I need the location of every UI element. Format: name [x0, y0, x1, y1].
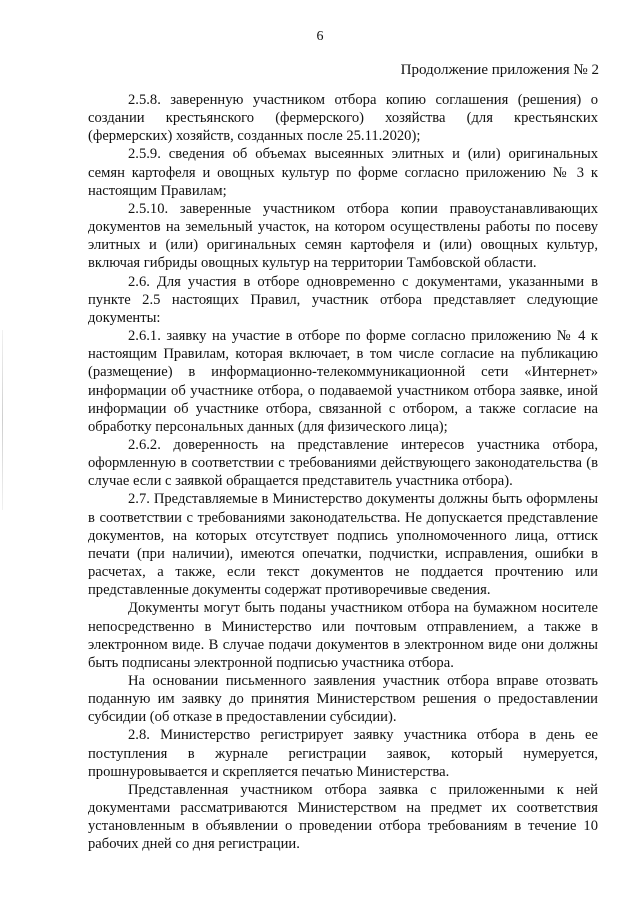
paragraph-2-7: 2.7. Представляемые в Министерство документы должны быть оформлены в соответствии с требованиями законодательства. Не допускается представление документов, на которых отсутствует подпись уполномоченного лица, оттиск печати (при наличии), имеются опечатки, подчистки, исправления, ошибки в расчетах, а также, если текст документов не поддается прочтению или представленные документы содержат противоречивые сведения.: [88, 491, 598, 599]
paragraph-2-6-1: 2.6.1. заявку на участие в отборе по форме согласно приложению № 4 к настоящим Правилам, которая включает, в том числе согласие на публикацию (размещение) в информационно-телекоммуникационной сети «Интернет» информации об участнике отбора, о подаваемой участником отбора заявке, иной информации об участнике отбора, связанной с отбором, а также согласие на обработку персональных данных (для физического лица);: [88, 328, 598, 435]
paragraph-2-6: 2.6. Для участия в отборе одновременно с документами, указанными в пункте 2.5 настоящих Правил, участник отбора представляет следующие документы:: [88, 273, 598, 326]
paragraph-2-5-8: 2.5.8. заверенную участником отбора копию соглашения (решения) о создании крестьянского (фермерского) хозяйства (для крестьянских (фермерских) хозяйств, созданных после 25.11.2020);: [88, 92, 598, 145]
paragraph-application-withdrawal: На основании письменного заявления участник отбора вправе отозвать поданную им заявку до принятия Министерством решения о предоставлении субсидии (об отказе в предоставлении субсидии).: [88, 673, 598, 726]
paragraph-submission-methods: Документы могут быть поданы участником отбора на бумажном носителе непосредственно в Министерство или почтовым отправлением, а также в электронном виде. В случае подачи документов в электронном виде они должны быть подписаны электронной подписью участника отбора.: [88, 600, 598, 671]
paragraph-review-period: Представленная участником отбора заявка с приложенными к ней документами рассматриваются Министерством на предмет их соответствия установленным в объявлении о проведении отбора требованиям в течение 10 рабочих дней со дня регистрации.: [88, 781, 598, 853]
document-body: [88, 91, 598, 854]
appendix-continuation-heading: Продолжение приложения № 2: [400, 62, 599, 78]
page-number: 6: [316, 29, 324, 44]
paragraph-2-5-10: 2.5.10. заверенные участником отбора копии правоустанавливающих документов на земельный участок, на котором осуществлены работы по посеву элитных и (или) оригинальных семян картофеля и (или) овощных культур, включая гибриды овощных культур на территории Тамбовской области.: [88, 200, 598, 272]
paragraph-2-6-2: 2.6.2. доверенность на представление интересов участника отбора, оформленную в соответствии с требованиями действующего законодательства (в случае если с заявкой обращается представитель участника отбора).: [88, 436, 598, 490]
paragraph-2-8: 2.8. Министерство регистрирует заявку участника отбора в день ее поступления в журнале регистрации заявок, который нумеруется, прошнуровывается и скрепляется печатью Министерства.: [88, 727, 598, 780]
scan-edge-mark: [2, 330, 3, 510]
paragraph-2-5-9: 2.5.9. сведения об объемах высеянных элитных и (или) оригинальных семян картофеля и овощных культур по форме согласно приложению № 3 к настоящим Правилам;: [88, 146, 598, 199]
